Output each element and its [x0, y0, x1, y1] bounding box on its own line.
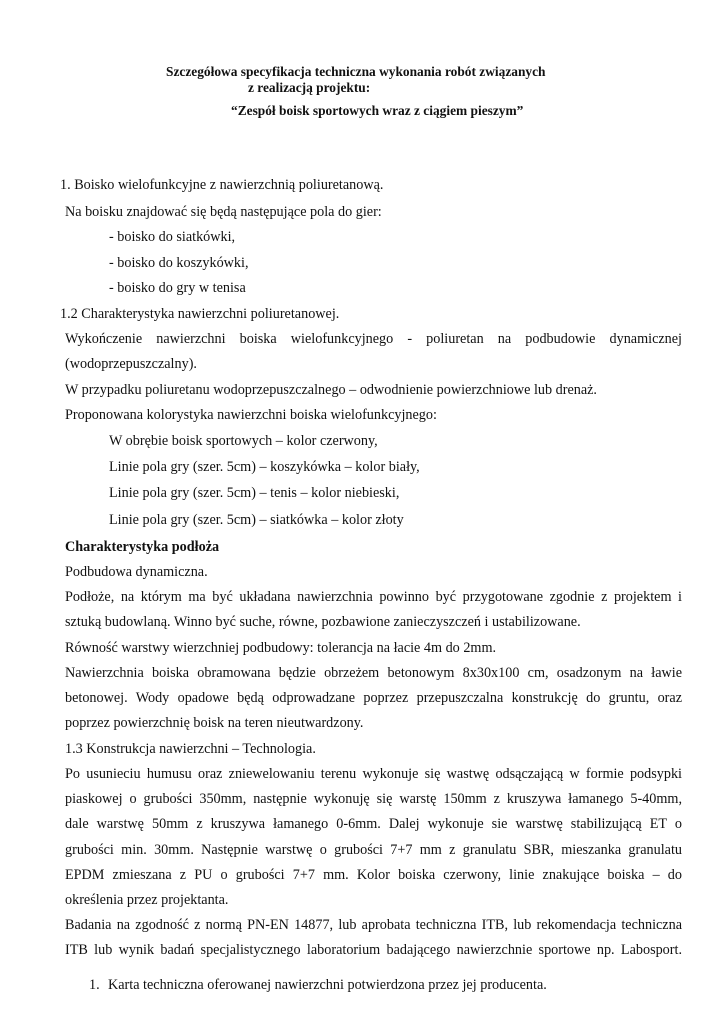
field-list-item: - boisko do gry w tenisa [109, 280, 246, 296]
paragraph-line: piaskowej o grubości 350mm, następnie wykonuję się warstę 150mm z kruszywa łamanego 5-40mm, [65, 791, 682, 807]
paragraph-line: Podbudowa dynamiczna. [65, 564, 208, 580]
paragraph-line: (wodoprzepuszczalny). [65, 356, 197, 372]
field-list-item: - boisko do siatkówki, [109, 229, 236, 245]
section-1-title: 1. Boisko wielofunkcyjne z nawierzchnią poliuretanową. [60, 177, 384, 193]
paragraph-line: sztuką budowlaną. Winno być suche, równe, pozbawione zanieczyszczeń i ustabilizowane. [65, 614, 581, 630]
podloze-title: Charakterystyka podłoża [65, 539, 220, 555]
header-line-3: “Zespół boisk sportowych wraz z ciągiem pieszym” [231, 103, 524, 118]
paragraph-line: Równość warstwy wierzchniej podbudowy: tolerancja na łacie 4m do 2mm. [65, 640, 497, 656]
paragraph-line: Nawierzchnia boiska obramowana będzie obrzeżem betonowym 8x30x100 cm, osadzonym na ławie [65, 665, 682, 681]
paragraph-line: Po usunieciu humusu oraz zniewelowaniu terenu wykonuje się wastwę odsączającą w formie podsypki [65, 766, 682, 782]
paragraph-line: dale warstwę 50mm z kruszywa łamanego 0-6mm. Dalej wykonuje sie warstwę stabilizującą ET o [65, 816, 682, 832]
paragraph-line: określenia przez projektanta. [65, 892, 229, 908]
list-item-text: Karta techniczna oferowanej nawierzchni potwierdzona przez jej producenta. [108, 977, 547, 993]
color-list-item: Linie pola gry (szer. 5cm) – koszykówka – kolor biały, [109, 459, 420, 475]
paragraph-line: betonowej. Wody opadowe będą odprowadzane poprzez przepuszczalna konstrukcję do gruntu, oraz [65, 690, 682, 706]
paragraph-line: Wykończenie nawierzchni boiska wielofunkcyjnego - poliuretan na podbudowie dynamicznej [65, 331, 682, 347]
color-list-item: Linie pola gry (szer. 5cm) – tenis – kolor niebieski, [109, 485, 400, 501]
paragraph-line: grubości min. 30mm. Następnie warstwę o grubości 7+7 mm z granulatu SBR, mieszanka granulatu [65, 842, 682, 858]
color-list-item: Linie pola gry (szer. 5cm) – siatkówka – kolor złoty [109, 512, 404, 528]
field-list-item: - boisko do koszykówki, [109, 255, 249, 271]
list-item-number: 1. [89, 977, 100, 993]
paragraph-line: Proponowana kolorystyka nawierzchni boiska wielofunkcyjnego: [65, 407, 437, 423]
paragraph-line: Podłoże, na którym ma być układana nawierzchnia powinno być przygotowane zgodnie z projektem i [65, 589, 682, 605]
paragraph-line: EPDM zmieszana z PU o grubości 7+7 mm. Kolor boiska czerwony, linie znakujące boiska – do [65, 867, 682, 883]
header-line-2: z realizacją projektu: [248, 80, 371, 95]
paragraph-line: ITB lub wynik badań specjalistycznego laboratorium badającego nawierzchnie sportowe np. Labosport. [65, 942, 682, 958]
paragraph-line: Badania na zgodność z normą PN-EN 14877, lub aprobata techniczna ITB, lub rekomendacja techniczna [65, 917, 682, 933]
paragraph-line: W przypadku poliuretanu wodoprzepuszczalnego – odwodnienie powierzchniowe lub drenaż. [65, 382, 597, 398]
header-line-1: Szczegółowa specyfikacja techniczna wykonania robót związanych [166, 64, 546, 79]
paragraph-line: poprzez powierzchnię boisk na teren nieutwardzony. [65, 715, 364, 731]
color-list-item: W obrębie boisk sportowych – kolor czerwony, [109, 433, 378, 449]
section-1-2-title: 1.2 Charakterystyka nawierzchni poliuretanowej. [60, 306, 340, 322]
section-1-3-title: 1.3 Konstrukcja nawierzchni – Technologia. [65, 741, 316, 757]
section-1-intro: Na boisku znajdować się będą następujące pola do gier: [65, 204, 382, 220]
